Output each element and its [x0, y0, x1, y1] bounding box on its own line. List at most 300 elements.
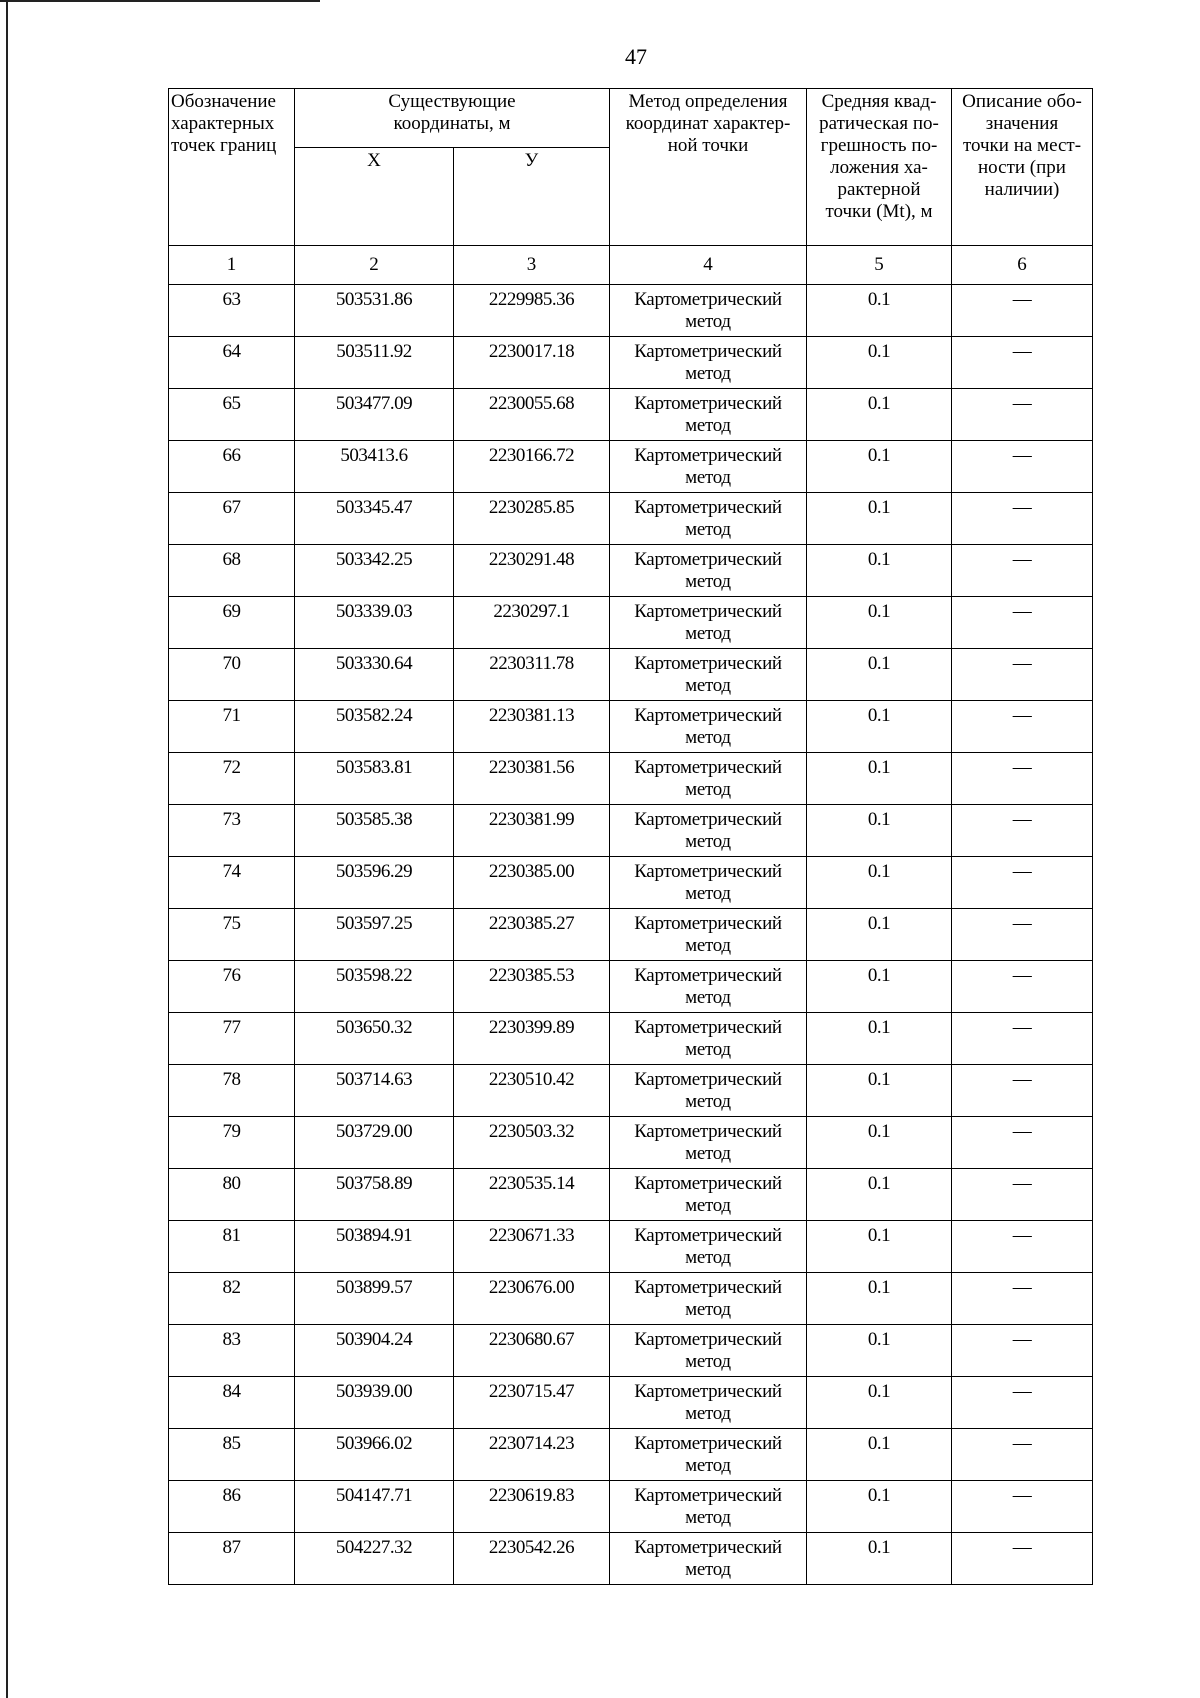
table-row	[169, 649, 1093, 701]
x-coordinate-cell-text: 503511.92	[336, 341, 412, 362]
description-cell	[952, 701, 1093, 753]
table-row	[169, 1117, 1093, 1169]
table-row	[169, 389, 1093, 441]
point-number-cell	[169, 1065, 295, 1117]
header-existing-coords-text: Существующие координаты, м	[388, 91, 516, 134]
table-row	[169, 545, 1093, 597]
x-coordinate-cell-text: 503583.81	[335, 757, 413, 778]
method-cell	[610, 1533, 807, 1585]
method-cell-text: Картометрический метод	[634, 705, 782, 748]
x-coordinate-cell-text: 503339.03	[335, 601, 413, 622]
description-cell-text: —	[1012, 757, 1032, 778]
x-coordinate-cell-text: 504147.71	[335, 1485, 413, 1506]
description-cell-text: —	[1012, 965, 1032, 986]
method-cell-text: Картометрический метод	[634, 1121, 782, 1164]
description-cell	[952, 337, 1093, 389]
x-coordinate-cell	[295, 805, 454, 857]
x-coordinate-cell	[295, 1221, 454, 1273]
point-number-cell-text: 75	[222, 913, 241, 934]
x-coordinate-cell	[295, 285, 454, 337]
table-row	[169, 337, 1093, 389]
mean-error-cell	[807, 961, 952, 1013]
table-row	[169, 753, 1093, 805]
x-coordinate-cell-text: 503758.89	[335, 1173, 413, 1194]
point-number-cell	[169, 701, 295, 753]
description-cell	[952, 1429, 1093, 1481]
x-coordinate-cell	[295, 1325, 454, 1377]
description-cell	[952, 753, 1093, 805]
method-cell-text: Картометрический метод	[634, 1537, 782, 1580]
method-cell-text: Картометрический метод	[634, 861, 782, 904]
table-row	[169, 285, 1093, 337]
y-coordinate-cell-text: 2230055.68	[488, 393, 575, 414]
method-cell	[610, 1117, 807, 1169]
x-coordinate-cell	[295, 1429, 454, 1481]
point-number-cell-text: 83	[222, 1329, 241, 1350]
method-cell-text: Картометрический метод	[634, 913, 782, 956]
method-cell-text: Картометрический метод	[634, 1277, 782, 1320]
x-coordinate-cell	[295, 1377, 454, 1429]
point-number-cell-text: 85	[222, 1433, 241, 1454]
point-number-cell	[169, 493, 295, 545]
description-cell-text: —	[1012, 549, 1032, 570]
x-coordinate-cell	[295, 1481, 454, 1533]
mean-error-cell-text: 0.1	[867, 1433, 891, 1454]
x-coordinate-cell	[295, 753, 454, 805]
point-number-cell	[169, 597, 295, 649]
point-number-cell-text: 69	[222, 601, 241, 622]
description-cell-text: —	[1012, 1277, 1032, 1298]
table-body	[169, 285, 1093, 1585]
x-coordinate-cell-text: 503477.09	[335, 393, 413, 414]
point-number-cell	[169, 1533, 295, 1585]
table-row	[169, 1481, 1093, 1533]
description-cell-text: —	[1012, 1121, 1032, 1142]
method-cell	[610, 1325, 807, 1377]
column-number: 2	[295, 246, 454, 285]
description-cell	[952, 1481, 1093, 1533]
y-coordinate-cell	[454, 1065, 610, 1117]
x-coordinate-cell	[295, 597, 454, 649]
x-coordinate-cell	[295, 649, 454, 701]
method-cell	[610, 1273, 807, 1325]
point-number-cell-text: 65	[222, 393, 241, 414]
y-coordinate-cell	[454, 961, 610, 1013]
description-cell-text: —	[1012, 861, 1032, 882]
x-coordinate-cell-text: 503596.29	[335, 861, 413, 882]
mean-error-cell-text: 0.1	[867, 1537, 891, 1558]
method-cell-text: Картометрический метод	[634, 497, 782, 540]
x-coordinate-cell	[295, 1013, 454, 1065]
x-coordinate-cell-text: 503598.22	[335, 965, 413, 986]
table-row	[169, 597, 1093, 649]
header-existing-coords	[295, 89, 610, 148]
mean-error-cell	[807, 909, 952, 961]
description-cell	[952, 545, 1093, 597]
method-cell-text: Картометрический метод	[634, 341, 782, 384]
header-x	[295, 148, 454, 246]
description-cell-text: —	[1012, 1433, 1032, 1454]
description-cell	[952, 441, 1093, 493]
point-number-cell-text: 77	[222, 1017, 241, 1038]
y-coordinate-cell-text: 2230381.13	[488, 705, 575, 726]
method-cell	[610, 441, 807, 493]
description-cell-text: —	[1012, 1017, 1032, 1038]
y-coordinate-cell	[454, 1013, 610, 1065]
point-number-cell	[169, 1117, 295, 1169]
y-coordinate-cell	[454, 597, 610, 649]
x-coordinate-cell-text: 503729.00	[335, 1121, 413, 1142]
x-coordinate-cell-text: 503531.86	[335, 289, 413, 310]
y-coordinate-cell-text: 2230291.48	[488, 549, 575, 570]
mean-error-cell	[807, 441, 952, 493]
mean-error-cell	[807, 1481, 952, 1533]
table-row	[169, 1273, 1093, 1325]
mean-error-cell-text: 0.1	[867, 393, 891, 414]
point-number-cell-text: 80	[222, 1173, 241, 1194]
description-cell-text: —	[1012, 1173, 1032, 1194]
y-coordinate-cell-text: 2230385.00	[488, 861, 575, 882]
mean-error-cell-text: 0.1	[867, 1225, 891, 1246]
point-number-cell-text: 87	[222, 1537, 241, 1558]
header-mean-error-text: Средняя квад- ратическая по- грешность по- ложения ха- рактерной точки (Mt), м	[819, 91, 939, 222]
scan-edge-left	[6, 0, 8, 1698]
y-coordinate-cell-text: 2230715.47	[488, 1381, 575, 1402]
method-cell-text: Картометрический метод	[634, 1069, 782, 1112]
x-coordinate-cell-text: 503714.63	[335, 1069, 413, 1090]
point-number-cell	[169, 1429, 295, 1481]
y-coordinate-cell	[454, 441, 610, 493]
x-coordinate-cell	[295, 701, 454, 753]
column-number-row	[169, 246, 1093, 285]
mean-error-cell-text: 0.1	[867, 757, 891, 778]
x-coordinate-cell-text: 503939.00	[335, 1381, 413, 1402]
mean-error-cell-text: 0.1	[867, 1017, 891, 1038]
y-coordinate-cell-text: 2230381.56	[488, 757, 575, 778]
method-cell	[610, 1377, 807, 1429]
header-description	[952, 89, 1093, 246]
x-coordinate-cell	[295, 1065, 454, 1117]
y-coordinate-cell-text: 2230285.85	[488, 497, 575, 518]
y-coordinate-cell	[454, 545, 610, 597]
description-cell	[952, 1013, 1093, 1065]
y-coordinate-cell	[454, 493, 610, 545]
mean-error-cell	[807, 1169, 952, 1221]
method-cell-text: Картометрический метод	[634, 445, 782, 488]
y-coordinate-cell-text: 2230166.72	[488, 445, 575, 466]
header-y	[454, 148, 610, 246]
mean-error-cell-text: 0.1	[867, 1329, 891, 1350]
x-coordinate-cell-text: 503585.38	[335, 809, 413, 830]
x-coordinate-cell	[295, 1117, 454, 1169]
header-row-1	[169, 89, 1093, 148]
method-cell-text: Картометрический метод	[634, 393, 782, 436]
x-coordinate-cell	[295, 389, 454, 441]
mean-error-cell-text: 0.1	[867, 1173, 891, 1194]
mean-error-cell	[807, 337, 952, 389]
description-cell-text: —	[1012, 497, 1032, 518]
method-cell	[610, 597, 807, 649]
y-coordinate-cell-text: 2230017.18	[488, 341, 575, 362]
description-cell-text: —	[1012, 341, 1032, 362]
method-cell	[610, 1481, 807, 1533]
description-cell	[952, 1325, 1093, 1377]
mean-error-cell	[807, 649, 952, 701]
y-coordinate-cell	[454, 857, 610, 909]
method-cell-text: Картометрический метод	[634, 653, 782, 696]
table-row	[169, 1429, 1093, 1481]
table-row	[169, 1377, 1093, 1429]
x-coordinate-cell	[295, 1533, 454, 1585]
x-coordinate-cell-text: 503899.57	[335, 1277, 413, 1298]
point-number-cell-text: 67	[222, 497, 241, 518]
y-coordinate-cell	[454, 1429, 610, 1481]
point-number-cell	[169, 805, 295, 857]
header-mean-error	[807, 89, 952, 246]
mean-error-cell	[807, 493, 952, 545]
method-cell	[610, 389, 807, 441]
description-cell	[952, 493, 1093, 545]
mean-error-cell-text: 0.1	[867, 601, 891, 622]
description-cell-text: —	[1012, 289, 1032, 310]
mean-error-cell-text: 0.1	[867, 289, 891, 310]
x-coordinate-cell	[295, 441, 454, 493]
method-cell	[610, 753, 807, 805]
method-cell	[610, 649, 807, 701]
x-coordinate-cell	[295, 961, 454, 1013]
column-number: 6	[952, 246, 1093, 285]
description-cell-text: —	[1012, 1225, 1032, 1246]
point-number-cell	[169, 1221, 295, 1273]
y-coordinate-cell	[454, 1533, 610, 1585]
mean-error-cell-text: 0.1	[867, 653, 891, 674]
point-number-cell	[169, 649, 295, 701]
method-cell-text: Картометрический метод	[634, 1017, 782, 1060]
description-cell	[952, 1273, 1093, 1325]
description-cell	[952, 389, 1093, 441]
description-cell	[952, 1533, 1093, 1585]
description-cell	[952, 1117, 1093, 1169]
header-point-designation	[169, 89, 295, 246]
description-cell-text: —	[1012, 393, 1032, 414]
description-cell	[952, 597, 1093, 649]
mean-error-cell-text: 0.1	[867, 1485, 891, 1506]
mean-error-cell	[807, 1117, 952, 1169]
point-number-cell	[169, 285, 295, 337]
mean-error-cell	[807, 285, 952, 337]
x-coordinate-cell	[295, 493, 454, 545]
point-number-cell	[169, 1169, 295, 1221]
y-coordinate-cell	[454, 285, 610, 337]
table-row	[169, 1013, 1093, 1065]
point-number-cell-text: 79	[222, 1121, 241, 1142]
method-cell-text: Картометрический метод	[634, 965, 782, 1008]
description-cell-text: —	[1012, 1537, 1032, 1558]
mean-error-cell-text: 0.1	[867, 445, 891, 466]
point-number-cell-text: 64	[222, 341, 241, 362]
method-cell-text: Картометрический метод	[634, 289, 782, 332]
description-cell	[952, 805, 1093, 857]
y-coordinate-cell	[454, 1377, 610, 1429]
y-coordinate-cell	[454, 649, 610, 701]
mean-error-cell	[807, 753, 952, 805]
scan-edge-top	[0, 0, 320, 2]
description-cell-text: —	[1012, 1381, 1032, 1402]
point-number-cell-text: 84	[222, 1381, 241, 1402]
method-cell-text: Картометрический метод	[634, 1381, 782, 1424]
y-coordinate-cell-text: 2230385.53	[488, 965, 575, 986]
mean-error-cell-text: 0.1	[867, 861, 891, 882]
x-coordinate-cell-text: 503966.02	[335, 1433, 413, 1454]
y-coordinate-cell-text: 2230297.1	[493, 601, 570, 622]
description-cell-text: —	[1012, 809, 1032, 830]
mean-error-cell-text: 0.1	[867, 549, 891, 570]
header-description-text: Описание обо- значения точки на мест- ности (при наличии)	[962, 91, 1082, 200]
y-coordinate-cell-text: 2230311.78	[489, 653, 574, 674]
y-coordinate-cell	[454, 1325, 610, 1377]
mean-error-cell	[807, 597, 952, 649]
mean-error-cell-text: 0.1	[867, 1121, 891, 1142]
description-cell	[952, 285, 1093, 337]
x-coordinate-cell-text: 503342.25	[335, 549, 413, 570]
table-row	[169, 909, 1093, 961]
page-number: 47	[625, 44, 647, 69]
description-cell	[952, 1221, 1093, 1273]
method-cell-text: Картометрический метод	[634, 809, 782, 852]
description-cell	[952, 857, 1093, 909]
mean-error-cell-text: 0.1	[867, 809, 891, 830]
description-cell-text: —	[1012, 705, 1032, 726]
mean-error-cell	[807, 857, 952, 909]
y-coordinate-cell-text: 2230676.00	[488, 1277, 575, 1298]
method-cell	[610, 961, 807, 1013]
column-number: 1	[169, 246, 295, 285]
table-row	[169, 493, 1093, 545]
mean-error-cell	[807, 1533, 952, 1585]
y-coordinate-cell-text: 2230503.32	[488, 1121, 575, 1142]
method-cell	[610, 1065, 807, 1117]
point-number-cell-text: 74	[222, 861, 241, 882]
x-coordinate-cell-text: 503650.32	[335, 1017, 413, 1038]
table-row	[169, 1065, 1093, 1117]
y-coordinate-cell-text: 2230680.67	[488, 1329, 575, 1350]
description-cell	[952, 961, 1093, 1013]
x-coordinate-cell-text: 503597.25	[335, 913, 413, 934]
x-coordinate-cell-text: 503413.6	[340, 445, 408, 466]
mean-error-cell	[807, 1273, 952, 1325]
mean-error-cell	[807, 1065, 952, 1117]
point-number-cell-text: 76	[222, 965, 241, 986]
point-number-cell-text: 63	[222, 289, 241, 310]
description-cell-text: —	[1012, 1329, 1032, 1350]
mean-error-cell-text: 0.1	[867, 965, 891, 986]
mean-error-cell-text: 0.1	[867, 1277, 891, 1298]
method-cell	[610, 285, 807, 337]
coordinates-table	[168, 88, 1093, 1585]
table-header	[169, 89, 1093, 285]
y-coordinate-cell	[454, 337, 610, 389]
y-coordinate-cell-text: 2230671.33	[488, 1225, 575, 1246]
point-number-cell	[169, 389, 295, 441]
column-number: 4	[610, 246, 807, 285]
description-cell-text: —	[1012, 913, 1032, 934]
mean-error-cell	[807, 1013, 952, 1065]
method-cell-text: Картометрический метод	[634, 1329, 782, 1372]
mean-error-cell	[807, 389, 952, 441]
point-number-cell	[169, 337, 295, 389]
method-cell	[610, 1429, 807, 1481]
mean-error-cell	[807, 1377, 952, 1429]
description-cell	[952, 909, 1093, 961]
description-cell-text: —	[1012, 1485, 1032, 1506]
method-cell-text: Картометрический метод	[634, 601, 782, 644]
x-coordinate-cell-text: 503894.91	[335, 1225, 413, 1246]
method-cell	[610, 493, 807, 545]
y-coordinate-cell-text: 2230385.27	[488, 913, 575, 934]
point-number-cell-text: 72	[222, 757, 241, 778]
mean-error-cell-text: 0.1	[867, 497, 891, 518]
point-number-cell	[169, 1377, 295, 1429]
x-coordinate-cell-text: 503582.24	[335, 705, 413, 726]
mean-error-cell-text: 0.1	[867, 341, 891, 362]
point-number-cell-text: 71	[222, 705, 241, 726]
x-coordinate-cell	[295, 337, 454, 389]
method-cell	[610, 1169, 807, 1221]
method-cell-text: Картометрический метод	[634, 757, 782, 800]
table-row	[169, 441, 1093, 493]
y-coordinate-cell-text: 2230535.14	[488, 1173, 575, 1194]
y-coordinate-cell-text: 2229985.36	[488, 289, 575, 310]
header-method	[610, 89, 807, 246]
y-coordinate-cell	[454, 389, 610, 441]
point-number-cell	[169, 1013, 295, 1065]
mean-error-cell	[807, 545, 952, 597]
point-number-cell	[169, 1325, 295, 1377]
y-coordinate-cell	[454, 701, 610, 753]
x-coordinate-cell-text: 503904.24	[335, 1329, 413, 1350]
mean-error-cell-text: 0.1	[867, 1069, 891, 1090]
table-row	[169, 961, 1093, 1013]
method-cell-text: Картометрический метод	[634, 549, 782, 592]
y-coordinate-cell-text: 2230619.83	[488, 1485, 575, 1506]
y-coordinate-cell	[454, 805, 610, 857]
mean-error-cell-text: 0.1	[867, 705, 891, 726]
mean-error-cell	[807, 1325, 952, 1377]
table-row	[169, 1533, 1093, 1585]
y-coordinate-cell	[454, 1273, 610, 1325]
x-coordinate-cell	[295, 1273, 454, 1325]
y-coordinate-cell-text: 2230381.99	[488, 809, 575, 830]
y-coordinate-cell	[454, 753, 610, 805]
mean-error-cell	[807, 1221, 952, 1273]
table-row	[169, 1221, 1093, 1273]
point-number-cell-text: 70	[222, 653, 241, 674]
description-cell-text: —	[1012, 653, 1032, 674]
x-coordinate-cell	[295, 857, 454, 909]
y-coordinate-cell-text: 2230399.89	[488, 1017, 575, 1038]
point-number-cell	[169, 857, 295, 909]
method-cell	[610, 909, 807, 961]
method-cell-text: Картометрический метод	[634, 1433, 782, 1476]
description-cell	[952, 1065, 1093, 1117]
table-row	[169, 701, 1093, 753]
method-cell	[610, 857, 807, 909]
mean-error-cell	[807, 805, 952, 857]
column-number: 5	[807, 246, 952, 285]
x-coordinate-cell-text: 503330.64	[335, 653, 413, 674]
method-cell	[610, 545, 807, 597]
column-number: 3	[454, 246, 610, 285]
